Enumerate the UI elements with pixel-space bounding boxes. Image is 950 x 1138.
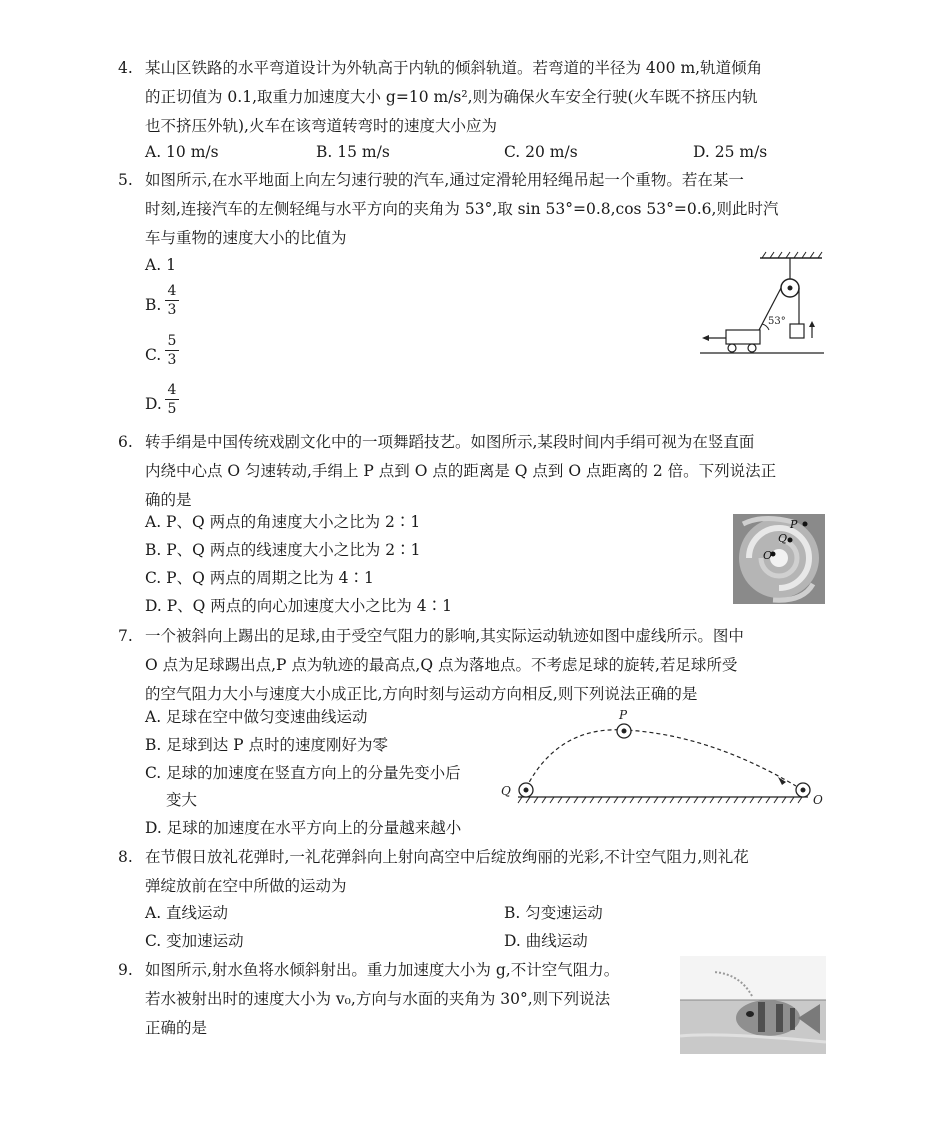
question-number: 9. <box>118 961 133 979</box>
question-text-line: 的正切值为 0.1,取重力加速度大小 g=10 m/s²,则为确保火车安全行驶(火车既不挤压内轨 <box>145 88 758 106</box>
option-c[interactable]: C. 足球的加速度在竖直方向上的分量先变小后 <box>145 764 461 782</box>
question-text-line: O 点为足球踢出点,P 点为轨迹的最高点,Q 点为落地点。不考虑足球的旋转,若足球所受 <box>145 656 738 674</box>
option-d[interactable]: D. 25 m/s <box>693 143 768 161</box>
question-text-line: 时刻,连接汽车的左侧轻绳与水平方向的夹角为 53°,取 sin 53°=0.8,cos 53°=0.6,则此时汽 <box>145 200 779 218</box>
question-text-line: 若水被射出时的速度大小为 v₀,方向与水面的夹角为 30°,则下列说法 <box>145 990 611 1008</box>
football-trajectory-figure <box>498 706 828 808</box>
point-p-label: P <box>619 708 628 722</box>
question-text-line: 一个被斜向上踢出的足球,由于受空气阻力的影响,其实际运动轨迹如图中虚线所示。图中 <box>145 627 744 645</box>
question-text-line: 如图所示,在水平地面上向左匀速行驶的汽车,通过定滑轮用轻绳吊起一个重物。若在某一 <box>145 171 744 189</box>
question-number: 7. <box>118 627 133 645</box>
option-c[interactable]: C. P、Q 两点的周期之比为 4∶1 <box>145 569 374 587</box>
fraction-c: 5 3 <box>165 333 179 368</box>
option-c[interactable]: C. 20 m/s <box>504 143 578 161</box>
question-text-line: 车与重物的速度大小的比值为 <box>145 229 347 247</box>
option-b[interactable]: B. 足球到达 P 点时的速度刚好为零 <box>145 736 389 754</box>
question-number: 5. <box>118 171 133 189</box>
option-c-continued: 变大 <box>166 791 198 809</box>
question-text-line: 如图所示,射水鱼将水倾斜射出。重力加速度大小为 g,不计空气阻力。 <box>145 961 620 979</box>
question-text-line: 正确的是 <box>145 1019 208 1037</box>
option-b[interactable]: B. 匀变速运动 <box>504 904 603 922</box>
point-p-label: P <box>790 518 798 531</box>
pulley-car-figure <box>700 250 830 365</box>
question-text-line: 内绕中心点 O 匀速转动,手绢上 P 点到 O 点的距离是 Q 点到 O 点距离的 2 倍。下列说法正 <box>145 462 777 480</box>
option-a[interactable]: A. 足球在空中做匀变速曲线运动 <box>145 708 368 726</box>
question-text-line: 的空气阻力大小与速度大小成正比,方向时刻与运动方向相反,则下列说法正确的是 <box>145 685 698 703</box>
archer-fish-photo <box>680 956 826 1054</box>
option-a[interactable]: A. 1 <box>145 256 176 274</box>
handkerchief-photo <box>733 514 825 604</box>
point-q-label: Q <box>778 532 788 545</box>
angle-label: 53° <box>768 316 786 327</box>
question-number: 6. <box>118 433 133 451</box>
question-number: 8. <box>118 848 133 866</box>
question-text-line: 转手绢是中国传统戏剧文化中的一项舞蹈技艺。如图所示,某段时间内手绢可视为在竖直面 <box>145 433 755 451</box>
question-text-line: 也不挤压外轨),火车在该弯道转弯时的速度大小应为 <box>145 117 497 135</box>
point-o-label: O <box>763 549 773 562</box>
option-d[interactable]: D. 足球的加速度在水平方向上的分量越来越小 <box>145 819 462 837</box>
question-text-line: 某山区铁路的水平弯道设计为外轨高于内轨的倾斜轨道。若弯道的半径为 400 m,轨道倾角 <box>145 59 763 77</box>
question-number: 4. <box>118 59 133 77</box>
option-d[interactable]: D. 曲线运动 <box>504 932 588 950</box>
question-text-line: 确的是 <box>145 491 192 509</box>
option-d[interactable]: D. <box>145 395 162 413</box>
option-a[interactable]: A. 10 m/s <box>145 143 219 161</box>
option-a[interactable]: A. P、Q 两点的角速度大小之比为 2∶1 <box>145 513 421 531</box>
option-c[interactable]: C. 变加速运动 <box>145 932 244 950</box>
option-b[interactable]: B. <box>145 296 162 314</box>
option-c[interactable]: C. <box>145 346 162 364</box>
option-b[interactable]: B. 15 m/s <box>316 143 390 161</box>
question-text-line: 在节假日放礼花弹时,一礼花弹斜向上射向高空中后绽放绚丽的光彩,不计空气阻力,则礼花 <box>145 848 749 866</box>
point-o-label: O <box>813 793 823 807</box>
option-d[interactable]: D. P、Q 两点的向心加速度大小之比为 4∶1 <box>145 597 452 615</box>
point-q-label: Q <box>501 784 511 798</box>
fraction-b: 4 3 <box>165 283 179 318</box>
question-text-line: 弹绽放前在空中所做的运动为 <box>145 877 347 895</box>
option-a[interactable]: A. 直线运动 <box>145 904 229 922</box>
option-b[interactable]: B. P、Q 两点的线速度大小之比为 2∶1 <box>145 541 421 559</box>
fraction-d: 4 5 <box>165 382 179 417</box>
